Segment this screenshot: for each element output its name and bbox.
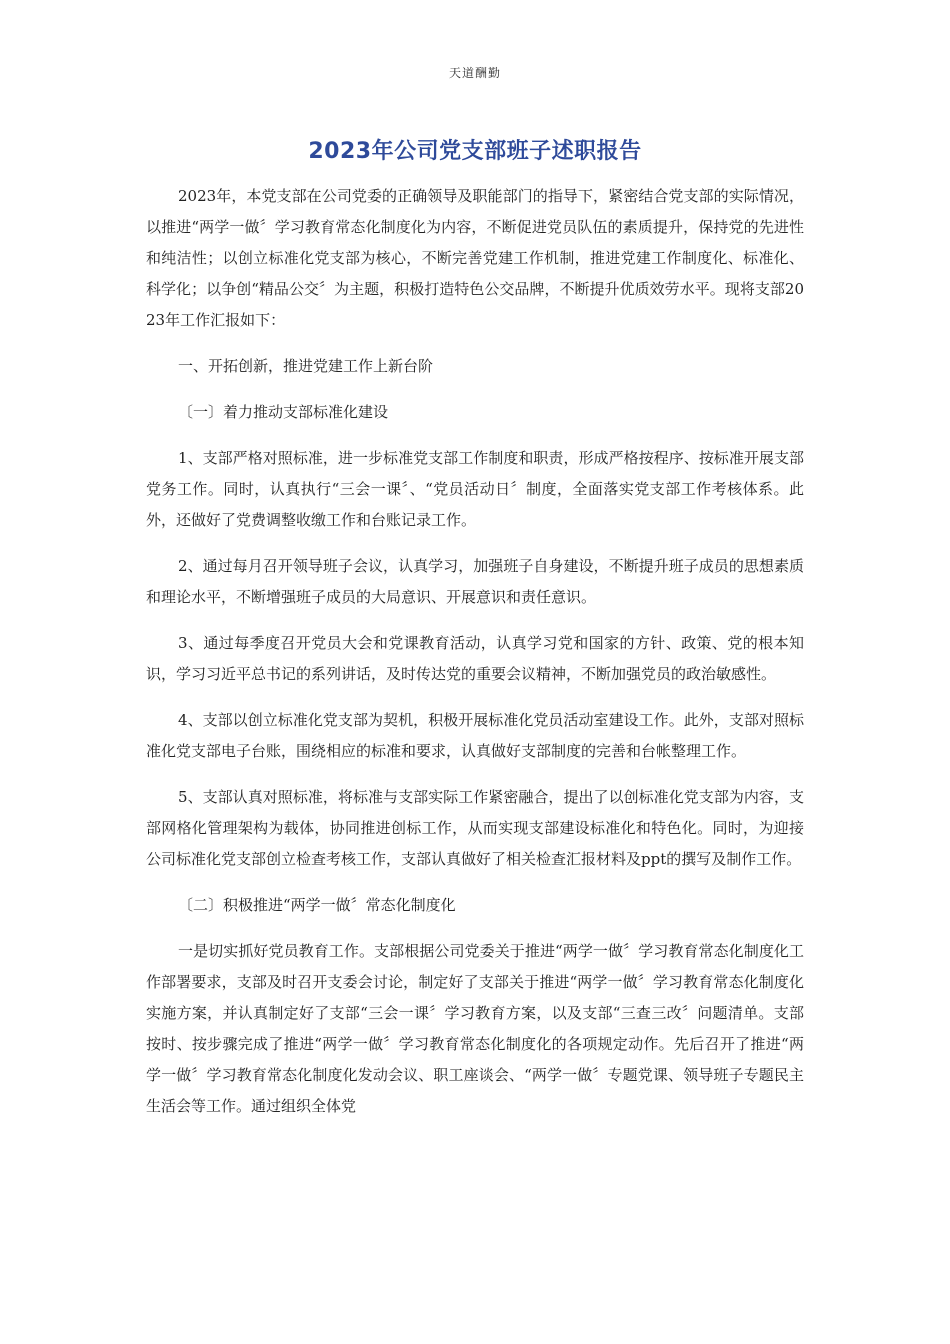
document-title: 2023年公司党支部班子述职报告 — [308, 139, 642, 164]
paragraph-item-4: 4、支部以创立标准化党支部为契机，积极开展标准化党员活动室建设工作。此外，支部对照标准化党支部电子台账，围绕相应的标准和要求，认真做好支部制度的完善和台帐整理工作。 — [146, 711, 804, 760]
paragraph-education: 一是切实抓好党员教育工作。支部根据公司党委关于推进“两学一做〞学习教育常态化制度化工作部署要求，支部及时召开支委会讨论，制定好了支部关于推进“两学一做〞学习教育常态化制度化实施方案，并认真制定好了支部“三会一课〞学习教育方案，以及支部“三查三改〞问题清单。支部按时、按步骤完成了推进“两学一做〞学习教育常态化制度化的各项规定动作。先后召开了推进“两学一做〞学习教育常态化制度化发动会议、职工座谈会、“两学一做〞专题党课、领导班子专题民主生活会等工作。通过组织全体党 — [146, 942, 804, 1115]
paragraph-item-1: 1、支部严格对照标准，进一步标准党支部工作制度和职责，形成严格按程序、按标准开展支部党务工作。同时，认真执行“三会一课〞、“党员活动日〞制度，全面落实党支部工作考核体系。此外，还做好了党费调整收缴工作和台账记录工作。 — [146, 449, 804, 529]
section-heading-1: 一、开拓创新，推进党建工作上新台阶 — [178, 357, 434, 375]
paragraph-item-3: 3、通过每季度召开党员大会和党课教育活动，认真学习党和国家的方针、政策、党的根本知识，学习习近平总书记的系列讲话，及时传达党的重要会议精神，不断加强党员的政治敏感性。 — [146, 634, 804, 683]
intro-paragraph: 2023年，本党支部在公司党委的正确领导及职能部门的指导下，紧密结合党支部的实际情况，以推进“两学一做〞学习教育常态化制度化为内容，不断促进党员队伍的素质提升，保持党的先进性和纯洁性；以创立标准化党支部为核心，不断完善党建工作机制，推进党建工作制度化、标准化、科学化；以争创“精品公交〞为主题，积极打造特色公交品牌，不断提升优质效劳水平。现将支部2023年工作汇报如下： — [146, 187, 804, 329]
paragraph-item-5: 5、支部认真对照标准，将标准与支部实际工作紧密融合，提出了以创标准化党支部为内容，支部网格化管理架构为载体，协同推进创标工作，从而实现支部建设标准化和特色化。同时，为迎接公司标准化党支部创立检查考核工作，支部认真做好了相关检查汇报材料及ppt的撰写及制作工作。 — [146, 788, 804, 868]
page-header: 天道酬勤 — [448, 66, 501, 80]
document-body — [146, 181, 804, 1122]
paragraph-item-2: 2、通过每月召开领导班子会议，认真学习，加强班子自身建设，不断提升班子成员的思想素质和理论水平，不断增强班子成员的大局意识、开展意识和责任意识。 — [146, 557, 804, 606]
subsection-heading-2: 〔二〕积极推进“两学一做〞常态化制度化 — [178, 896, 456, 914]
subsection-heading-1: 〔一〕着力推动支部标准化建设 — [178, 403, 389, 421]
